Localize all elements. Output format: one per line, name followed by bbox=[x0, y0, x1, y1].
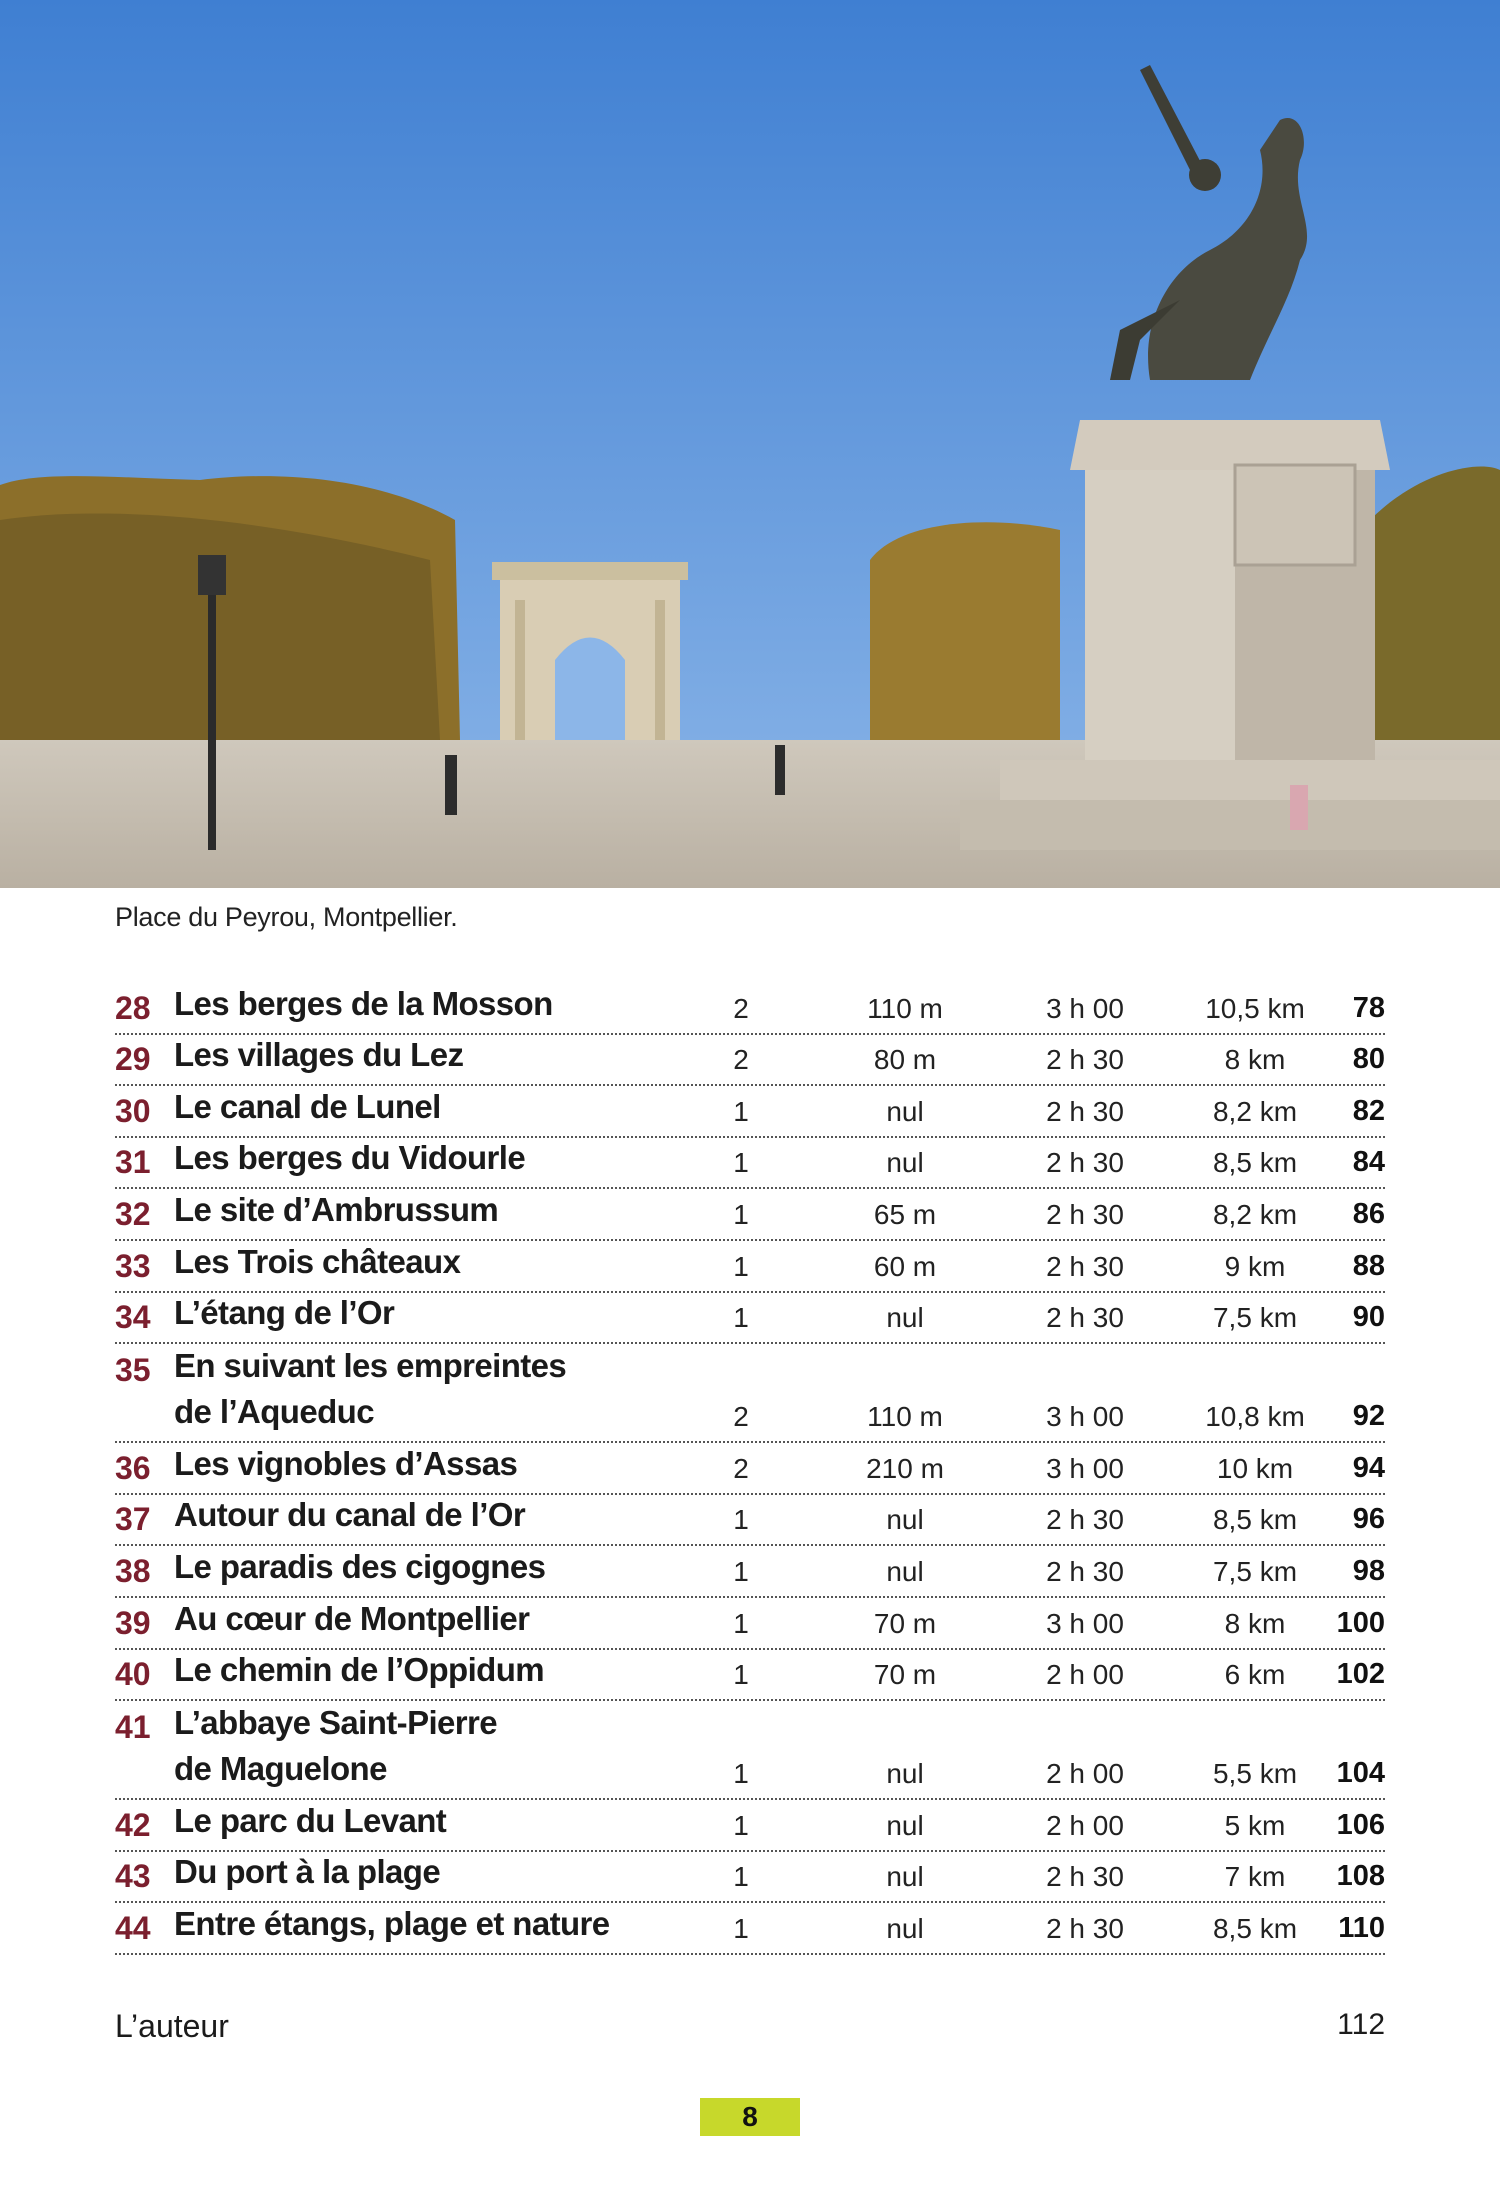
walk-duration: 2 h 30 bbox=[1046, 1250, 1124, 1282]
toc-row bbox=[115, 1650, 1385, 1702]
toc-row bbox=[115, 1344, 1385, 1443]
walk-elevation: 110 m bbox=[867, 1401, 943, 1433]
walk-distance: 8 km bbox=[1224, 1607, 1286, 1639]
walk-distance: 5 km bbox=[1224, 1809, 1286, 1841]
walk-number: 35 bbox=[115, 1352, 151, 1389]
walk-duration: 2 h 30 bbox=[1046, 1095, 1124, 1127]
walk-title: Les berges de la Mosson bbox=[174, 984, 553, 1022]
toc-row bbox=[115, 1293, 1385, 1345]
walk-page: 86 bbox=[1352, 1197, 1385, 1230]
walk-duration: 3 h 00 bbox=[1046, 1607, 1124, 1639]
walk-page: 78 bbox=[1352, 991, 1385, 1024]
walk-duration: 2 h 30 bbox=[1046, 1504, 1124, 1536]
walk-page: 104 bbox=[1336, 1757, 1385, 1790]
walk-distance: 5,5 km bbox=[1212, 1758, 1298, 1790]
walk-difficulty: 1 bbox=[733, 1198, 749, 1230]
walk-title: Les vignobles d’Assas bbox=[174, 1444, 518, 1482]
walk-title: Le site d’Ambrussum bbox=[174, 1190, 499, 1228]
walk-page: 88 bbox=[1352, 1249, 1385, 1282]
toc-row bbox=[115, 1495, 1385, 1547]
walk-difficulty: 2 bbox=[733, 992, 749, 1024]
walk-number: 41 bbox=[115, 1709, 151, 1746]
walk-elevation: nul bbox=[886, 1912, 924, 1944]
walk-page: 94 bbox=[1352, 1451, 1385, 1484]
toc-row bbox=[115, 983, 1385, 1035]
walk-elevation: nul bbox=[886, 1555, 924, 1587]
walk-elevation: 80 m bbox=[873, 1044, 937, 1076]
walk-duration: 2 h 30 bbox=[1046, 1147, 1124, 1179]
walk-title: Les berges du Vidourle bbox=[174, 1139, 526, 1177]
walk-title: L’étang de l’Or bbox=[174, 1294, 395, 1332]
walk-elevation: nul bbox=[886, 1809, 924, 1841]
walk-duration: 2 h 00 bbox=[1046, 1809, 1124, 1841]
walk-distance: 8,5 km bbox=[1212, 1504, 1298, 1536]
toc-row bbox=[115, 1546, 1385, 1598]
walk-number: 36 bbox=[115, 1449, 151, 1486]
walk-title: Le canal de Lunel bbox=[174, 1087, 441, 1125]
walk-title bbox=[174, 1343, 774, 1435]
walk-difficulty: 1 bbox=[733, 1607, 749, 1639]
walk-distance: 8,2 km bbox=[1212, 1198, 1298, 1230]
walk-title: Le paradis des cigognes bbox=[174, 1547, 546, 1585]
toc-row bbox=[115, 1189, 1385, 1241]
walk-elevation: nul bbox=[886, 1758, 924, 1790]
toc-row bbox=[115, 1443, 1385, 1495]
walk-distance: 7,5 km bbox=[1212, 1302, 1298, 1334]
walk-difficulty: 1 bbox=[733, 1302, 749, 1334]
walk-difficulty: 1 bbox=[733, 1095, 749, 1127]
toc-row bbox=[115, 1035, 1385, 1087]
walk-number: 31 bbox=[115, 1144, 151, 1181]
walk-difficulty: 1 bbox=[733, 1250, 749, 1282]
walk-difficulty: 1 bbox=[733, 1504, 749, 1536]
toc-row bbox=[115, 1086, 1385, 1138]
walk-elevation: 60 m bbox=[873, 1250, 937, 1282]
walk-distance: 10,8 km bbox=[1205, 1401, 1305, 1433]
walk-duration: 3 h 00 bbox=[1046, 1401, 1124, 1433]
walk-number: 28 bbox=[115, 989, 151, 1026]
walk-number: 32 bbox=[115, 1195, 151, 1232]
walk-page: 84 bbox=[1352, 1146, 1385, 1179]
walk-distance: 7,5 km bbox=[1212, 1555, 1298, 1587]
walk-duration: 2 h 30 bbox=[1046, 1555, 1124, 1587]
author-label: L’auteur bbox=[115, 2008, 229, 2044]
walk-page: 108 bbox=[1336, 1860, 1385, 1893]
walk-title: Les Trois châteaux bbox=[174, 1242, 461, 1280]
walk-duration: 2 h 30 bbox=[1046, 1302, 1124, 1334]
walk-duration: 2 h 00 bbox=[1046, 1758, 1124, 1790]
walk-title: Le chemin de l’Oppidum bbox=[174, 1651, 545, 1689]
toc-row bbox=[115, 1903, 1385, 1955]
walk-difficulty: 1 bbox=[733, 1555, 749, 1587]
walk-difficulty: 1 bbox=[733, 1758, 749, 1790]
walk-elevation: 110 m bbox=[867, 992, 943, 1024]
walk-duration: 2 h 00 bbox=[1046, 1659, 1124, 1691]
walk-difficulty: 1 bbox=[733, 1147, 749, 1179]
walk-title: Les villages du Lez bbox=[174, 1036, 464, 1074]
walk-number: 37 bbox=[115, 1501, 151, 1538]
walk-distance: 10,5 km bbox=[1205, 992, 1305, 1024]
walk-duration: 3 h 00 bbox=[1046, 1452, 1124, 1484]
walk-title: Entre étangs, plage et nature bbox=[174, 1904, 610, 1942]
toc-row bbox=[115, 1852, 1385, 1904]
walk-elevation: nul bbox=[886, 1861, 924, 1893]
toc-row bbox=[115, 1598, 1385, 1650]
walk-number: 42 bbox=[115, 1806, 151, 1843]
walk-number: 34 bbox=[115, 1299, 151, 1336]
toc-row bbox=[115, 1241, 1385, 1293]
walk-elevation: nul bbox=[886, 1302, 924, 1334]
toc-list bbox=[115, 983, 1385, 1955]
page-number-badge: 8 bbox=[700, 2098, 800, 2136]
walk-page: 102 bbox=[1336, 1658, 1385, 1691]
walk-page: 82 bbox=[1352, 1094, 1385, 1127]
walk-title: Du port à la plage bbox=[174, 1853, 441, 1891]
walk-title-line2: de Maguelone bbox=[174, 1750, 387, 1788]
walk-duration: 2 h 30 bbox=[1046, 1044, 1124, 1076]
walk-distance: 8,5 km bbox=[1212, 1147, 1298, 1179]
walk-distance: 6 km bbox=[1224, 1659, 1286, 1691]
walk-number: 44 bbox=[115, 1909, 151, 1946]
walk-page: 100 bbox=[1336, 1606, 1385, 1639]
walk-title: Autour du canal de l’Or bbox=[174, 1496, 526, 1534]
walk-difficulty: 2 bbox=[733, 1452, 749, 1484]
walk-number: 38 bbox=[115, 1552, 151, 1589]
walk-difficulty: 1 bbox=[733, 1659, 749, 1691]
walk-page: 98 bbox=[1352, 1554, 1385, 1587]
photo-caption: Place du Peyrou, Montpellier. bbox=[115, 902, 458, 932]
walk-number: 29 bbox=[115, 1041, 151, 1078]
walk-title-line2: de l’Aqueduc bbox=[174, 1393, 374, 1431]
walk-distance: 7 km bbox=[1224, 1861, 1286, 1893]
walk-duration: 2 h 30 bbox=[1046, 1861, 1124, 1893]
walk-number: 43 bbox=[115, 1858, 151, 1895]
walk-title bbox=[174, 1700, 774, 1792]
photo-place-du-peyrou bbox=[0, 0, 1500, 888]
walk-elevation: 70 m bbox=[873, 1607, 937, 1639]
photo-illustration bbox=[0, 0, 1500, 888]
walk-difficulty: 1 bbox=[733, 1861, 749, 1893]
walk-duration: 2 h 30 bbox=[1046, 1198, 1124, 1230]
walk-distance: 9 km bbox=[1224, 1250, 1286, 1282]
walk-difficulty: 1 bbox=[733, 1912, 749, 1944]
walk-elevation: nul bbox=[886, 1504, 924, 1536]
walk-elevation: 70 m bbox=[873, 1659, 937, 1691]
walk-page: 96 bbox=[1352, 1503, 1385, 1536]
walk-distance: 8,2 km bbox=[1212, 1095, 1298, 1127]
walk-page: 106 bbox=[1336, 1808, 1385, 1841]
toc-row bbox=[115, 1701, 1385, 1800]
walk-page: 92 bbox=[1352, 1400, 1385, 1433]
walk-elevation: 65 m bbox=[873, 1198, 937, 1230]
walk-difficulty: 1 bbox=[733, 1809, 749, 1841]
walk-title: Le parc du Levant bbox=[174, 1801, 447, 1839]
walk-title: Au cœur de Montpellier bbox=[174, 1599, 530, 1637]
walk-difficulty: 2 bbox=[733, 1044, 749, 1076]
walk-elevation: nul bbox=[886, 1095, 924, 1127]
walk-difficulty: 2 bbox=[733, 1401, 749, 1433]
walk-title-line1: En suivant les empreintes bbox=[174, 1347, 567, 1385]
walk-number: 30 bbox=[115, 1092, 151, 1129]
walk-page: 80 bbox=[1352, 1043, 1385, 1076]
walk-elevation: nul bbox=[886, 1147, 924, 1179]
walk-distance: 8 km bbox=[1224, 1044, 1286, 1076]
walk-duration: 3 h 00 bbox=[1046, 992, 1124, 1024]
walk-page: 90 bbox=[1352, 1301, 1385, 1334]
walk-number: 39 bbox=[115, 1604, 151, 1641]
walk-number: 40 bbox=[115, 1656, 151, 1693]
walk-distance: 10 km bbox=[1216, 1452, 1294, 1484]
author-page-number: 112 bbox=[1337, 2008, 1385, 2041]
walk-distance: 8,5 km bbox=[1212, 1912, 1298, 1944]
walk-number: 33 bbox=[115, 1247, 151, 1284]
toc-row bbox=[115, 1138, 1385, 1190]
walk-duration: 2 h 30 bbox=[1046, 1912, 1124, 1944]
walk-title-line1: L’abbaye Saint-Pierre bbox=[174, 1704, 498, 1742]
walk-elevation: 210 m bbox=[866, 1452, 944, 1484]
toc-row bbox=[115, 1800, 1385, 1852]
walk-page: 110 bbox=[1338, 1911, 1385, 1944]
